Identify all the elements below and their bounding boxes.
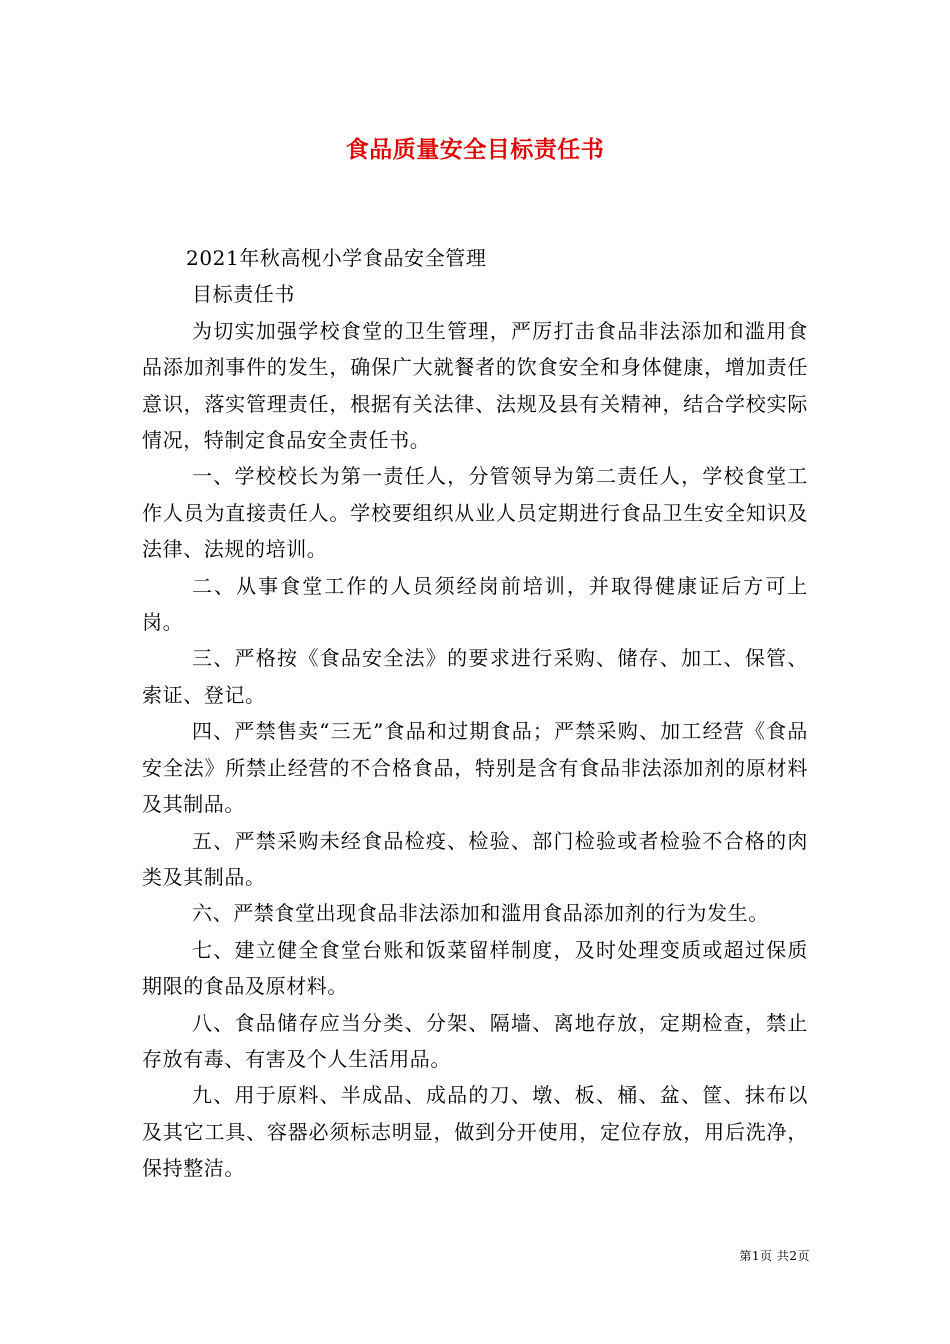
paragraph-item-4: 四、严禁售卖“三无”食品和过期食品；严禁采购、加工经营《食品安全法》所禁止经营的不合格食品，特别是含有食品非法添加剂的原材料及其制品。 — [142, 719, 808, 817]
page-number-footer: 第1页 共2页 — [739, 1249, 810, 1263]
paragraph-item-6: 六、严禁食堂出现食品非法添加和滥用食品添加剂的行为发生。 — [192, 901, 769, 926]
paragraph-heading-line-1: 2021年秋高枧小学食品安全管理 — [186, 246, 487, 270]
document-body — [142, 240, 808, 1187]
paragraph-item-1: 一、学校校长为第一责任人，分管领导为第二责任人，学校食堂工作人员为直接责任人。学校要组织从业人员定期进行食品卫生安全知识及法律、法规的培训。 — [142, 464, 808, 562]
paragraph-item-8: 八、食品储存应当分类、分架、隔墙、离地存放，定期检查，禁止存放有毒、有害及个人生活用品。 — [142, 1010, 808, 1071]
paragraph-item-3: 三、严格按《食品安全法》的要求进行采购、储存、加工、保管、索证、登记。 — [142, 646, 808, 707]
paragraph-item-7: 七、建立健全食堂台账和饭菜留样制度，及时处理变质或超过保质期限的食品及原材料。 — [142, 937, 808, 999]
paragraph-heading-line-2: 目标责任书 — [192, 282, 295, 307]
document-title: 食品质量安全目标责任书 — [345, 136, 605, 163]
paragraph-intro: 为切实加强学校食堂的卫生管理，严厉打击食品非法添加和滥用食品添加剂事件的发生，确保广大就餐者的饮食安全和身体健康，增加责任意识，落实管理责任，根据有关法律、法规及县有关精神，结合学校实际情况，特制定食品安全责任书。 — [142, 318, 808, 453]
paragraph-item-9: 九、用于原料、半成品、成品的刀、墩、板、桶、盆、筐、抹布以及其它工具、容器必须标志明显，做到分开使用，定位存放，用后洗净，保持整洁。 — [142, 1083, 808, 1181]
paragraph-item-5: 五、严禁采购未经食品检疫、检验、部门检验或者检验不合格的肉类及其制品。 — [142, 828, 808, 889]
paragraph-item-2: 二、从事食堂工作的人员须经岗前培训，并取得健康证后方可上岗。 — [142, 573, 808, 635]
